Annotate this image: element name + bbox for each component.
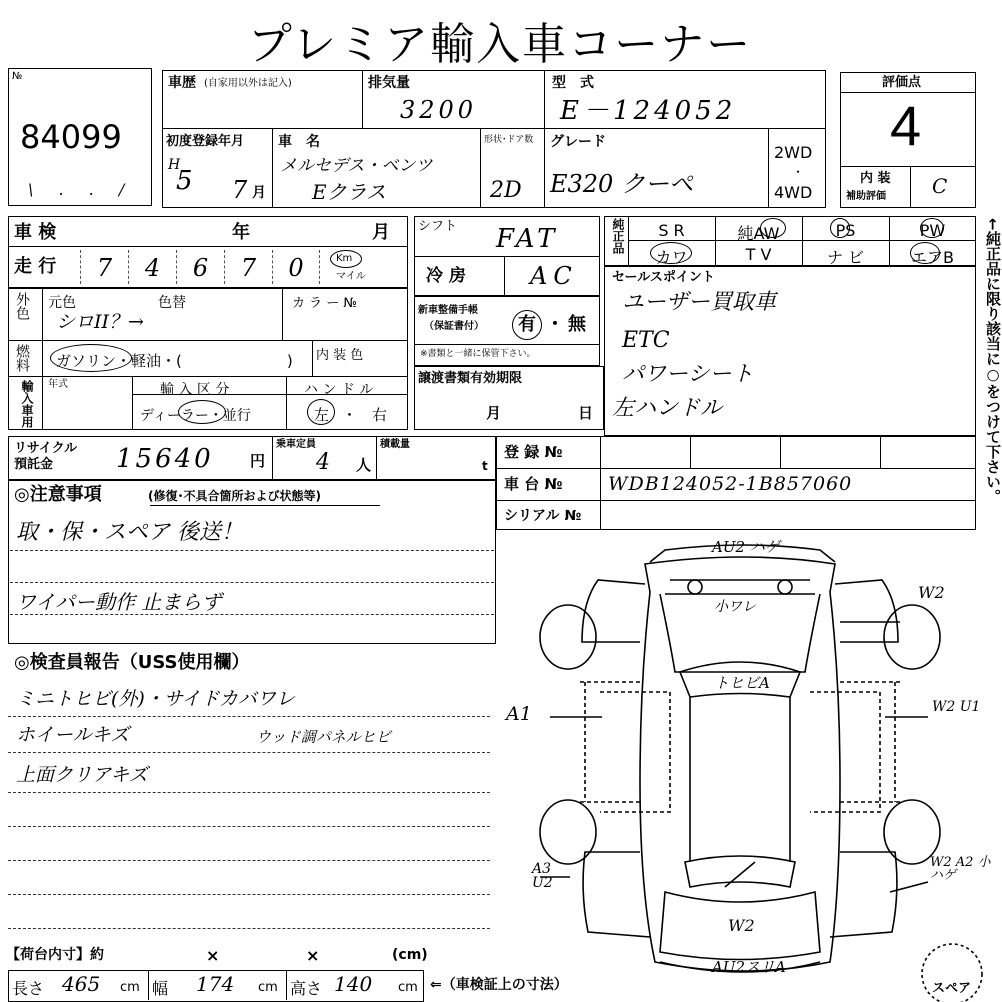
right-rear-fender (830, 852, 897, 937)
handle-dot: ・ (342, 406, 358, 424)
inspection-label: 車 検 (14, 222, 57, 243)
shift-label: シフト (418, 219, 458, 234)
fuel-options: ガソリン・軽油・( ) (56, 352, 293, 370)
shape-doors-label: 形状･ドア数 (484, 135, 534, 145)
circle-airbag (910, 242, 940, 264)
capacity-unit: 人 (356, 456, 372, 474)
mileage-digit: 0 (272, 250, 320, 284)
capacity-label: 乗車定員 (276, 439, 316, 450)
diagram-w2a2-note: W2 A2 小ハゲ (930, 855, 991, 883)
diagram-front-note: AU2 ハゲ (712, 538, 780, 556)
inspector-line: 上面クリアキズ (16, 764, 148, 786)
handle-left: 左 (314, 406, 330, 424)
inspector-title: ◎検査員報告（USS使用欄） (14, 652, 250, 673)
maintenance-dot: ・ (546, 314, 564, 335)
headlight-left (688, 580, 702, 594)
mileage-digit: 6 (176, 250, 224, 284)
side-note: ←純正品に限り該当に○をつけて下さい。 (984, 218, 1002, 504)
diagram-spare-label: スペア (932, 981, 972, 996)
dims-note: ⇐（車検証上の寸法） (430, 977, 568, 993)
color-change-label: 色替 (158, 295, 186, 311)
cargo-unit: (cm) (392, 947, 428, 963)
circle-aw (760, 218, 786, 238)
recycle-label-2: 預託金 (14, 457, 54, 472)
shift-value: FAT (496, 224, 559, 254)
cargo-x1: × (206, 946, 220, 965)
displacement-value: 3200 (400, 96, 478, 124)
inspection-month-unit: 月 (372, 222, 390, 243)
dims-length-unit: cm (120, 980, 140, 995)
diagram-a1-note: A1 (506, 703, 532, 725)
circle-maintenance-yes (512, 310, 542, 340)
notes-line: 取・保・スペア 後送！ (16, 520, 243, 545)
import-side-label: 輸入車用 (20, 380, 34, 428)
first-reg-label: 初度登録年月 (166, 134, 245, 149)
drive-4wd: 4WD (774, 183, 813, 202)
first-reg-month-unit: 月 (252, 185, 266, 201)
recycle-label-1: リサイクル (14, 441, 78, 456)
diagram-w2u1-note: W2 U1 (932, 699, 981, 715)
transfer-day: 日 (578, 404, 594, 422)
maintenance-yes: 有 (518, 314, 536, 335)
first-reg-month: 7 (232, 176, 248, 204)
dims-length-label: 長さ (12, 979, 45, 998)
equip-leather: カワ (655, 248, 688, 267)
color-value: シロII？→ (56, 311, 144, 333)
circle-handle-left (307, 399, 335, 425)
load-label: 積載量 (380, 439, 410, 450)
inspector-line: ミニトヒビ(外)・サイドカバワレ (16, 688, 295, 710)
handle-right: 右 (372, 406, 388, 424)
diagram-windshield-note: トヒビA (714, 674, 770, 692)
color-no-label: カ ラ ー № (292, 296, 357, 311)
sales-points-label: セールスポイント (612, 270, 715, 285)
wheel-front-left (540, 605, 596, 669)
rear-window (685, 856, 795, 887)
equip-pw: PW (919, 221, 946, 240)
maintenance-note: ※書類と一緒に保管下さい。 (420, 349, 536, 359)
car-maker: メルセデス・ベンツ (280, 156, 433, 176)
left-front-fender (582, 580, 645, 642)
maintenance-label: 新車整備手帳 (418, 305, 478, 316)
recycle-value: 15640 (116, 444, 214, 474)
diagram-w2-rear-note: W2 (728, 916, 755, 935)
mileage-digit: 7 (80, 250, 128, 284)
circle-ps (830, 218, 850, 238)
import-options: ディーラー・並行 (140, 408, 251, 424)
equip-airbag: エアB (911, 248, 954, 267)
lot-marks: \ . . / (28, 180, 135, 199)
grade-label: グレード (550, 134, 606, 150)
ac-label: 冷 房 (426, 266, 466, 286)
interior-color-label: 内 装 色 (316, 348, 364, 363)
sales-point-line: 左ハンドル (612, 396, 723, 421)
inspection-year-unit: 年 (232, 222, 250, 243)
mileage-digit: 7 (224, 250, 272, 284)
wheel-front-right (884, 605, 940, 669)
maintenance-sub: （保証書付） (424, 321, 484, 332)
inspector-extra: ウッド調パネルヒビ (256, 728, 391, 746)
drive-dot: ・ (792, 165, 805, 179)
sales-point-line: パワーシート (622, 362, 754, 387)
dims-width-unit: cm (258, 980, 278, 995)
score-value: 4 (890, 94, 922, 157)
right-front-fender (835, 580, 898, 642)
dims-height-label: 高さ (290, 979, 323, 998)
cargo-label: 【荷台内寸】約 (6, 947, 104, 963)
diagram-a3u2-note: A3 U2 (532, 861, 553, 891)
lot-number: 84099 (20, 118, 122, 156)
car-model-name: Eクラス (312, 180, 386, 204)
recycle-unit: 円 (250, 452, 266, 470)
mileage-label: 走 行 (14, 256, 57, 277)
drive-2wd: 2WD (774, 143, 813, 162)
transfer-label: 譲渡書類有効期限 (418, 371, 523, 386)
left-rear-fender (583, 852, 650, 937)
door-right (840, 682, 900, 802)
score-label: 評価点 (882, 75, 922, 90)
sales-point-line: ユーザー買取車 (622, 290, 777, 315)
lot-no-label: № (12, 71, 23, 82)
car-name-label: 車 名 (278, 134, 320, 150)
color-orig-label: 元色 (48, 295, 76, 311)
dims-width-label: 幅 (152, 979, 169, 998)
mileage-digit: 4 (128, 250, 176, 284)
history-label: 車歴 (168, 75, 196, 91)
mileage-digits (80, 250, 320, 284)
load-unit: t (482, 459, 488, 473)
headlight-right (778, 580, 792, 594)
wheel-rear-left (540, 800, 596, 864)
equip-ps: PS (835, 221, 856, 240)
equip-navi: ナ ビ (826, 248, 865, 267)
diagram-w2-fr-note: W2 (918, 583, 945, 602)
door-left (580, 682, 640, 802)
roof (690, 697, 790, 862)
grade-value: E320 クーペ (550, 170, 693, 198)
ellipse-gasoline (50, 344, 132, 372)
notes-title: ◎注意事項 (14, 484, 102, 505)
chassis-no-label: 車 台 № (504, 475, 563, 493)
registration-no-label: 登 録 № (504, 443, 563, 461)
ac-value: AC (530, 262, 578, 290)
shape-doors-value: 2D (490, 178, 522, 203)
diagram-rear-note: AU2スリA (712, 958, 786, 976)
chassis-no-value: WDB124052-1B857060 (608, 473, 853, 495)
equip-sr: S R (658, 221, 685, 240)
mileage-mile: マイル (336, 271, 366, 282)
import-section-label: 輸 入 区 分 (160, 382, 230, 398)
maintenance-no: 無 (568, 314, 586, 335)
cargo-x2: × (306, 946, 320, 965)
handle-label: ハ ン ド ル (304, 382, 374, 398)
capacity-value: 4 (316, 450, 330, 475)
inspector-line: ホイールキズ (16, 724, 130, 746)
equipment-side-label: 純正品 (611, 218, 625, 254)
equip-aw: 純AW (737, 224, 780, 243)
ellipse-dealer (178, 400, 226, 424)
notes-sub: (修復･不具合箇所および状態等) (148, 489, 321, 503)
equip-tv: T V (745, 245, 772, 264)
sales-point-line: ETC (622, 328, 670, 353)
fuel-side-label: 燃料 (14, 344, 30, 372)
model-type-value: E－124052 (560, 96, 737, 126)
serial-no-label: シリアル № (504, 508, 582, 524)
model-type-label: 型 式 (552, 75, 594, 91)
dims-length-value: 465 (62, 972, 101, 996)
import-year-label: 年式 (48, 379, 68, 390)
dims-height-unit: cm (398, 980, 418, 995)
history-note: (自家用以外は記入) (204, 78, 292, 89)
dims-width-value: 174 (196, 972, 235, 996)
circle-pw (920, 218, 944, 238)
displacement-label: 排気量 (368, 75, 410, 91)
page-title: プレミア輸入車コーナー (247, 19, 753, 70)
interior-sub-label: 補助評価 (846, 191, 886, 202)
dims-height-value: 140 (334, 972, 373, 996)
interior-label: 内 装 (860, 171, 891, 186)
mileage-km: Km (336, 253, 353, 264)
color-side-label: 外色 (14, 292, 30, 320)
notes-line: ワイパー動作 止まらず (16, 590, 222, 614)
transfer-month: 月 (486, 404, 502, 422)
circle-leather (650, 242, 692, 264)
first-reg-era: H (168, 157, 181, 173)
first-reg-year: 5 (176, 166, 193, 196)
diagram-grille-note: 小ワレ (714, 599, 756, 615)
interior-value: C (932, 174, 948, 198)
